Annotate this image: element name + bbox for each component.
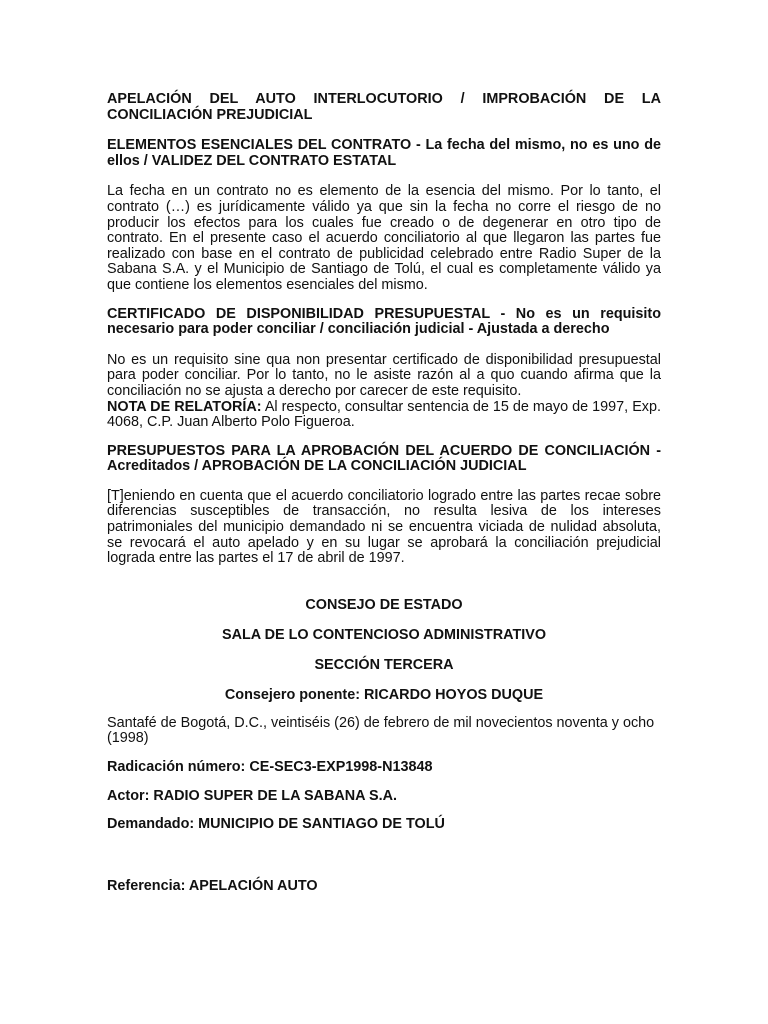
- court-name: CONSEJO DE ESTADO: [305, 596, 463, 613]
- court-chamber: SALA DE LO CONTENCIOSO ADMINISTRATIVO: [221, 626, 547, 643]
- demandado-line: Demandado: MUNICIPIO DE SANTIAGO DE TOLÚ: [107, 816, 445, 833]
- heading-presupuestos-aprobacion: PRESUPUESTOS PARA LA APROBACIÓN DEL ACUERDO DE CONCILIACIÓN - Acreditados / APROBACIÓN DE LA CONCILIACIÓN JUDICIAL: [107, 442, 661, 475]
- paragraph-acuerdo-conciliatorio: [T]eniendo en cuenta que el acuerdo conciliatorio logrado entre las partes recae sobre diferencias susceptibles de transacción, no resulta lesiva de los intereses patrimoniales del municipio demandado ni se encuentra viciada de nulidad absoluta, se revocará el auto apelado y en su lugar se aprobará la conciliación prejudicial lograda entre las partes el 17 de abril de 1997.: [107, 487, 661, 567]
- court-section: SECCIÓN TERCERA: [314, 656, 454, 673]
- actor-line: Actor: RADIO SUPER DE LA SABANA S.A.: [107, 787, 397, 804]
- paragraph-requisito: [107, 353, 661, 431]
- paragraph-fecha-contrato: La fecha en un contrato no es elemento de la esencia del mismo. Por lo tanto, el contrato (…) es jurídicamente válido ya que sin la fecha no corre el riesgo de no producir los efectos para los cuales fue creado o de degenerar en otro tipo de contrato. En el presente caso el acuerdo conciliatorio al que llegaron las partes fue realizado con base en el contrato de publicidad celebrado entre Radio Super de la Sabana S.A. y el Municipio de Santiago de Tolú, el cual es completamente válido ya que contiene los elementos esenciales del mismo.: [107, 183, 661, 293]
- nota-relatoria-text: Al respecto, consultar sentencia de 15 de mayo de 1997, Exp. 4068, C.P. Juan Alberto Polo Figueroa.: [107, 398, 661, 431]
- paragraph-requisito-text: No es un requisito sine qua non presentar certificado de disponibilidad presupuestal para poder conciliar. Por lo tanto, no le asiste razón al a quo cuando afirma que la conciliación no se ajusta a derecho por carecer de este requisito.: [107, 351, 661, 399]
- date-line: Santafé de Bogotá, D.C., veintiséis (26) de febrero de mil novecientos noventa y ocho (1998): [107, 714, 655, 747]
- heading-apelacion: APELACIÓN DEL AUTO INTERLOCUTORIO / IMPROBACIÓN DE LA CONCILIACIÓN PREJUDICIAL: [107, 91, 661, 123]
- heading-elementos-esenciales: ELEMENTOS ESENCIALES DEL CONTRATO - La fecha del mismo, no es uno de ellos / VALIDEZ DEL CONTRATO ESTATAL: [107, 137, 661, 169]
- referencia-line: Referencia: APELACIÓN AUTO: [107, 877, 318, 894]
- radicacion-numero: Radicación número: CE-SEC3-EXP1998-N13848: [107, 759, 433, 776]
- nota-relatoria-label: NOTA DE RELATORÍA:: [107, 398, 262, 415]
- heading-certificado-disponibilidad: CERTIFICADO DE DISPONIBILIDAD PRESUPUESTAL - No es un requisito necesario para poder conciliar / conciliación judicial - Ajustada a derecho: [107, 305, 661, 338]
- consejero-ponente: Consejero ponente: RICARDO HOYOS DUQUE: [224, 686, 544, 703]
